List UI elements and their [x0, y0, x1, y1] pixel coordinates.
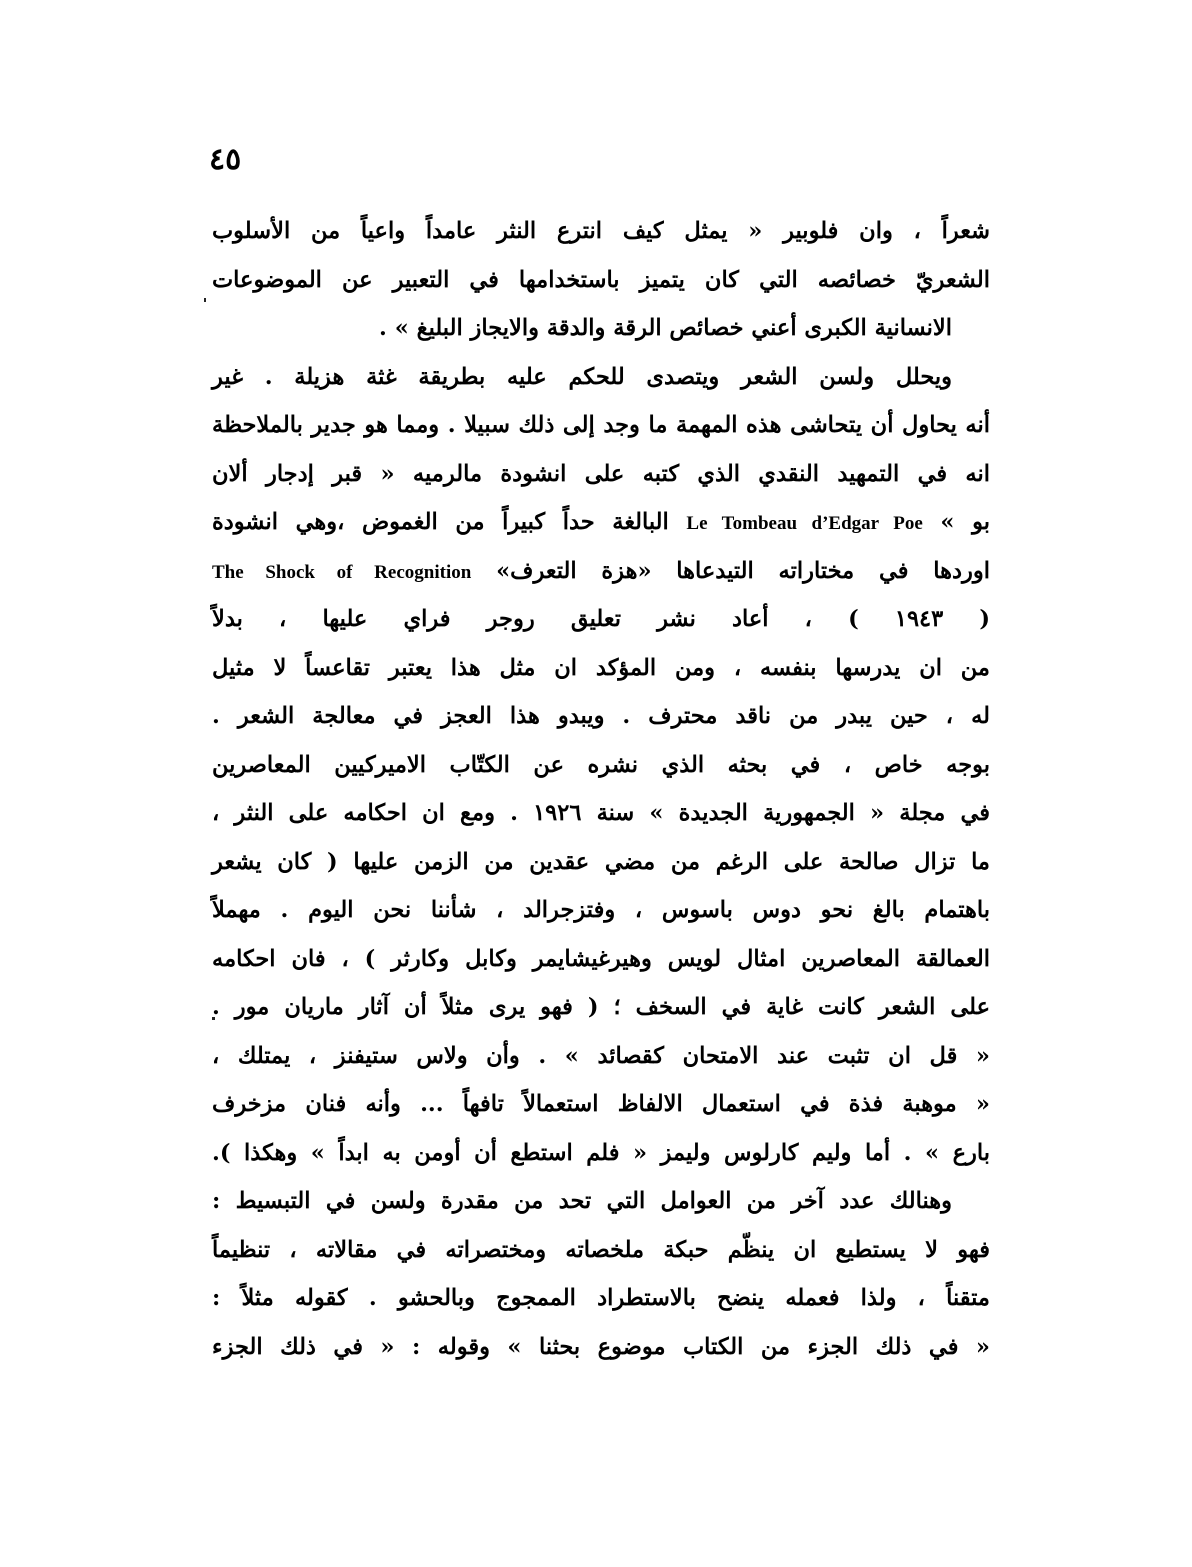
text-line: بوجه خاص ، في بحثه الذي نشره عن الكتّاب الاميركيين المعاصرين [212, 751, 990, 778]
body-text [212, 207, 990, 1371]
text-line: على الشعر كانت غاية في السخف ؛ ( فهو يرى مثلاً أن آثار ماريان مور . [212, 994, 990, 1020]
text-line: ( ١٩٤٣ ) ، أعاد نشر تعليق روجر فراي عليها ، بدلاً [212, 606, 990, 632]
text-line: له ، حين يبدر من ناقد محترف . ويبدو هذا العجز في معالجة الشعر . [212, 703, 990, 729]
latin-title: Le Tombeau d’Edgar Poe [686, 513, 923, 534]
text-line: الانسانية الكبرى أعني خصائص الرقة والدقة والايجاز البليغ » . [379, 315, 952, 341]
text-line: العمالقة المعاصرين امثال لويس وهيرغيشايمر وكابل وكارثر ) ، فان احكامه [212, 945, 990, 972]
text-line: انه في التمهيد النقدي الذي كتبه على انشودة مالرميه « قبر إدجار ألان [212, 460, 990, 487]
paragraph-start-line: ويحلل ولسن الشعر ويتصدى للحكم عليه بطريقة غثة هزيلة . غير [212, 363, 952, 390]
text-line-mixed [212, 547, 990, 596]
text-line: بارع » . أما وليم كارلوس وليمز « فلم استطع أن أومن به ابداً » وهكذا ). [212, 1139, 990, 1166]
arabic-fragment: اوردها في مختاراته التيدعاها «هزة التعرف» [496, 557, 990, 584]
text-line: من ان يدرسها بنفسه ، ومن المؤكد ان مثل هذا يعتبر تقاعساً لا مثيل [212, 654, 990, 681]
text-line: ما تزال صالحة على الرغم من مضي عقدين من الزمن عليها ( كان يشعر [212, 848, 990, 875]
text-line: شعراً ، وان فلوبير « يمثل كيف انترع النثر عامداً واعياً من الأسلوب [212, 218, 990, 244]
text-line: فهو لا يستطيع ان ينظّم حبكة ملخصاته ومختصراته في مقالاته ، تنظيماً [212, 1236, 990, 1263]
scan-speck [204, 298, 206, 302]
text-line: « موهبة فذة في استعمال الالفاظ استعمالاً تافهاً ... وأنه فنان مزخرف [212, 1091, 990, 1117]
text-line: باهتمام بالغ نحو دوس باسوس ، وفتزجرالد ، شأننا نحن اليوم . مهملاً [212, 897, 990, 923]
text-line: في مجلة « الجمهورية الجديدة » سنة ١٩٢٦ . ومع ان احكامه على النثر ، [212, 800, 990, 826]
text-line: الشعريّ خصائصه التي كان يتميز باستخدامها في التعبير عن الموضوعات [212, 266, 990, 293]
text-line: « قل ان تثبت عند الامتحان كقصائد » . وأن ولاس ستيفنز ، يمتلك ، [212, 1042, 990, 1069]
text-line: متقناً ، ولذا فعمله ينضح بالاستطراد الممجوج وبالحشو . كقوله مثلاً : [212, 1285, 990, 1311]
page-number: ٤٥ [209, 142, 242, 177]
text-line-mixed [212, 498, 990, 547]
latin-title: The Shock of Recognition [212, 561, 472, 583]
arabic-fragment: بو » [940, 509, 990, 535]
text-line: « في ذلك الجزء من الكتاب موضوع بحثنا » وقوله : « في ذلك الجزء [212, 1333, 990, 1360]
text-line: أنه يحاول أن يتحاشى هذه المهمة ما وجد إلى ذلك سبيلا . ومما هو جدير بالملاحظة [212, 412, 990, 438]
paragraph-start-line: وهنالك عدد آخر من العوامل التي تحد من مقدرة ولسن في التبسيط : [212, 1188, 952, 1214]
arabic-fragment: البالغة حداً كبيراً من الغموض ،وهي انشودة [212, 509, 669, 535]
